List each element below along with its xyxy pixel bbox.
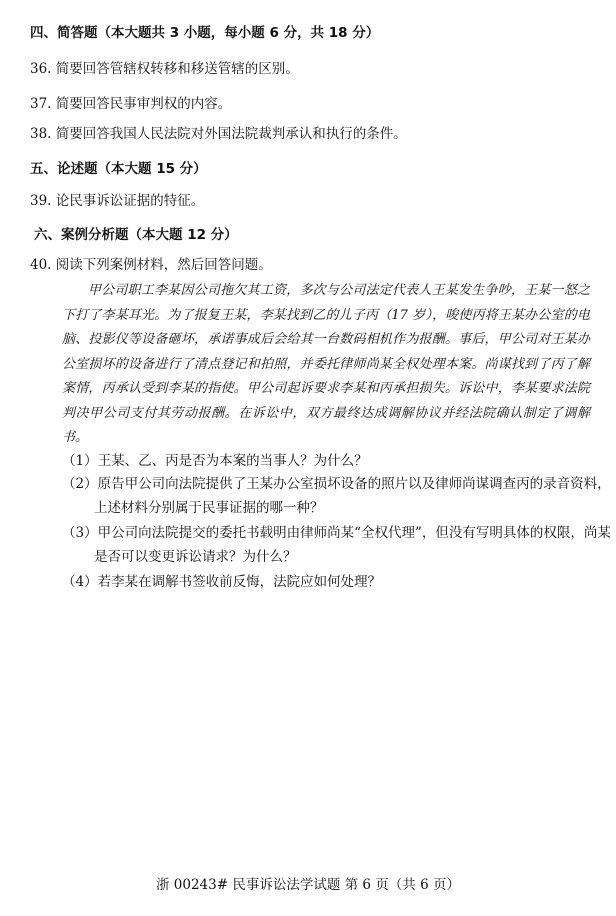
section-heading-essay: 五、论述题（本大题 15 分）: [30, 161, 207, 177]
sub-question-number: （3）: [62, 525, 98, 541]
question-item: [30, 256, 272, 274]
sub-question-text: 王某、乙、丙是否为本案的当事人？为什么？: [97, 453, 368, 469]
question-number: 38.: [30, 126, 52, 142]
question-item: [30, 60, 299, 78]
sub-question-number: （4）: [62, 574, 98, 590]
question-number: 36.: [30, 61, 52, 77]
question-item: [30, 125, 407, 143]
question-number: 39.: [30, 193, 52, 209]
question-number: 40.: [30, 257, 52, 273]
section-heading-short-answer: 四、简答题（本大题共 3 小题，每小题 6 分，共 18 分）: [30, 25, 380, 41]
question-item: [30, 192, 204, 210]
sub-question-number: （1）: [62, 453, 98, 469]
question-item: [30, 95, 231, 113]
sub-question-text: 原告甲公司向法院提供了王某办公室损坏设备的照片以及律师尚谋调查丙的录音资料，上述材料分别属于民事证据的哪一种？: [94, 476, 611, 516]
page-footer: 浙 00243# 民事诉讼法学试题 第 6 页（共 6 页）: [156, 877, 460, 893]
question-text: 论民事诉讼证据的特征。: [55, 193, 205, 209]
question-text: 简要回答管辖权转移和移送管辖的区别。: [55, 61, 299, 77]
question-number: 37.: [30, 96, 52, 112]
question-text: 阅读下列案例材料，然后回答问题。: [55, 257, 272, 273]
sub-question-number: （2）: [62, 476, 98, 492]
sub-question-text: 若李某在调解书签收前反悔，法院应如何处理？: [97, 574, 382, 590]
question-text: 简要回答民事审判权的内容。: [55, 96, 232, 112]
question-text: 简要回答我国人民法院对外国法院裁判承认和执行的条件。: [55, 126, 407, 142]
sub-question: [62, 570, 616, 594]
sub-question: [62, 472, 616, 520]
sub-question-text: 甲公司向法院提交的委托书载明由律师尚某“全权代理”，但没有写明具体的权限，尚某是否可以变更诉讼请求？为什么？: [94, 525, 611, 565]
sub-question: [62, 449, 616, 473]
section-heading-case-analysis: 六、案例分析题（本大题 12 分）: [34, 227, 238, 243]
sub-question: [62, 521, 616, 569]
case-material-paragraph: 甲公司职工李某因公司拖欠其工资，多次与公司法定代表人王某发生争吵，王某一怒之下打了李某耳光。为了报复王某，李某找到乙的儿子丙（17 岁），唆使丙将王某办公室的电脑、投影仪等设备砸坏，承诺事成后会给其一台数码相机作为报酬。事后，甲公司对王某办公室损坏的设备进行了清点登记和拍照，并委托律师尚某全权处理本案。尚谋找到了丙了解案情，丙承认受到李某的指使。甲公司起诉要求李某和丙承担损失。诉讼中，李某要求法院判决甲公司支付其劳动报酬。在诉讼中，双方最终达成调解协议并经法院确认制定了调解书。: [62, 283, 590, 445]
